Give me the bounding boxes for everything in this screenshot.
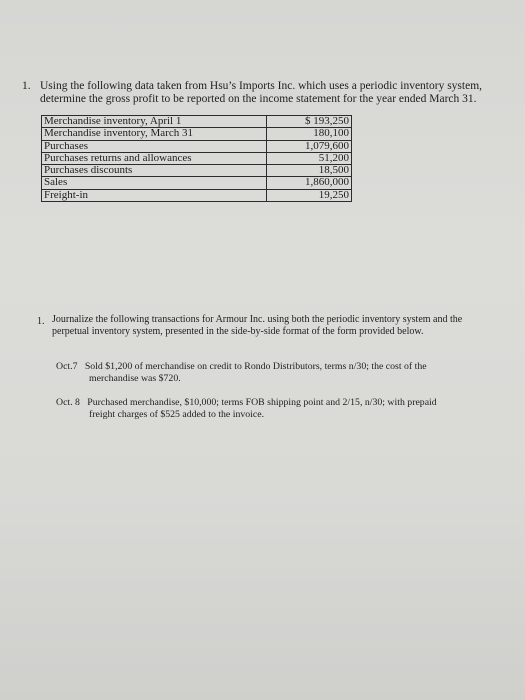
transaction-line-1: Sold $1,200 of merchandise on credit to Rondo Distributors, terms n/30; the cost of the [84, 361, 427, 372]
row-label: Freight-in [42, 189, 267, 201]
inventory-data-table [41, 115, 352, 202]
table-row [42, 128, 352, 140]
table-row [42, 177, 352, 189]
row-amount: 51,200 [267, 152, 352, 164]
question-1-text: Using the following data taken from Hsu’s Imports Inc. which uses a periodic inventory system, determine the gross profit to be reported on the income statement for the year ended March 31. [40, 80, 483, 105]
transaction-line-1: Purchased merchandise, $10,000; terms FOB shipping point and 2/15, n/30; with prepaid [87, 397, 437, 408]
row-amount: 180,100 [267, 128, 352, 140]
row-amount: $ 193,250 [267, 116, 352, 128]
row-label: Purchases discounts [42, 165, 267, 177]
question-2-number: 1. [37, 316, 45, 327]
transaction-date: Oct.7 [56, 361, 83, 372]
row-label: Merchandise inventory, April 1 [42, 116, 267, 128]
transaction-line-2: merchandise was $720. [89, 372, 181, 384]
row-amount: 18,500 [267, 165, 352, 177]
table-row [42, 152, 352, 164]
question-2-text: Journalize the following transactions for Armour Inc. using both the periodic inventory system and the perpetual inventory system, presented in the side-by-side format of the form provided below. [52, 314, 463, 337]
row-label: Purchases [42, 140, 267, 152]
transaction-date: Oct. 8 [56, 397, 85, 408]
transaction-line-2: freight charges of $525 added to the invoice. [89, 408, 265, 420]
table-row [42, 116, 352, 128]
row-amount: 19,250 [267, 189, 352, 201]
transaction-item [56, 397, 476, 420]
row-label: Merchandise inventory, March 31 [42, 128, 267, 140]
row-label: Sales [42, 177, 267, 189]
row-amount: 1,079,600 [267, 140, 352, 152]
table-row [42, 165, 352, 177]
table-row [42, 189, 352, 201]
row-amount: 1,860,000 [267, 177, 352, 189]
table-row [42, 140, 352, 152]
transaction-item [56, 361, 476, 384]
row-label: Purchases returns and allowances [42, 152, 267, 164]
question-1-number: 1. [22, 80, 31, 92]
